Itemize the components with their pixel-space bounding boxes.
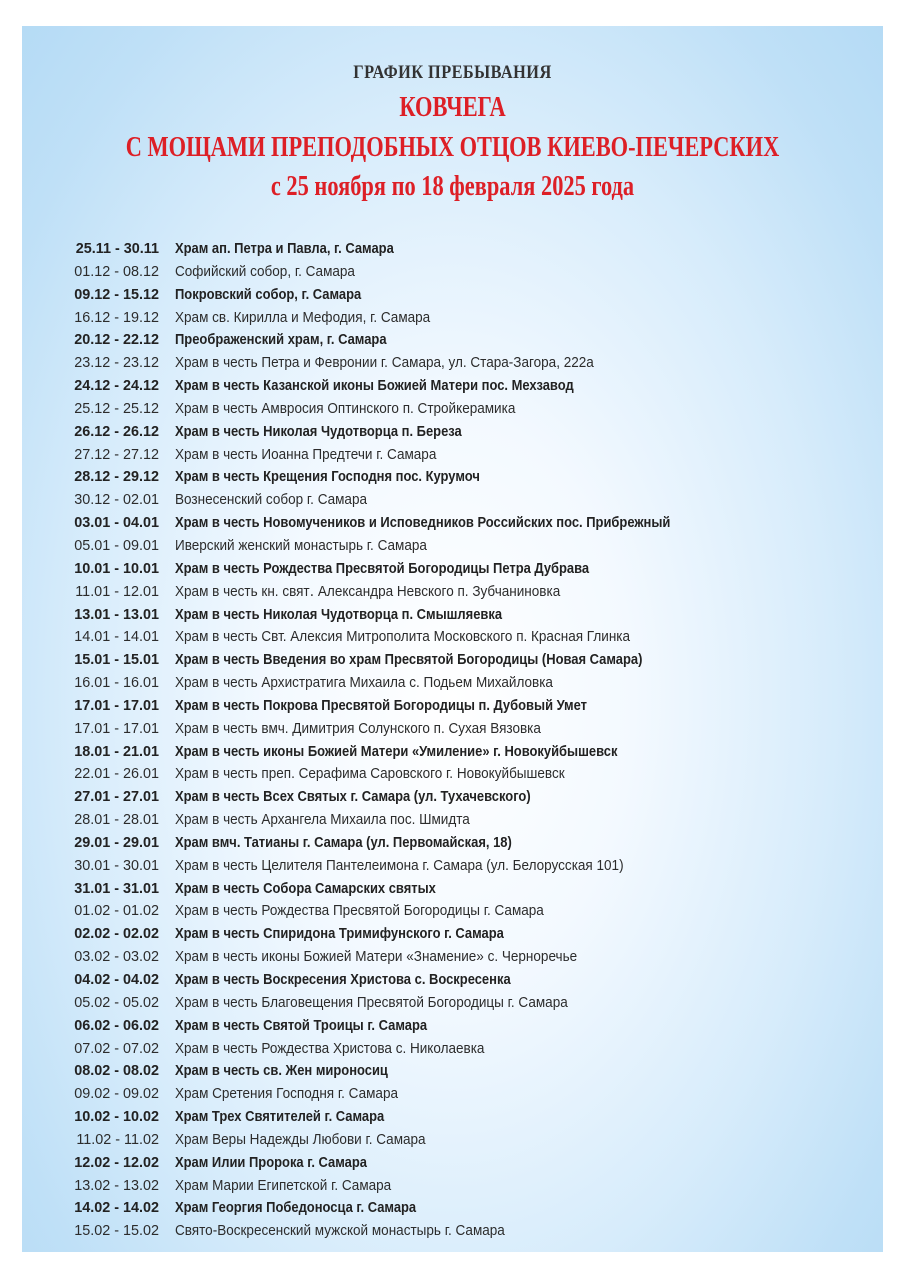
schedule-place: Храм в честь Целителя Пантелеимона г. Самара (ул. Белорусская 101) <box>175 857 624 874</box>
schedule-dates: 04.02 - 04.02 <box>74 972 159 988</box>
schedule-place: Храм Марии Египетской г. Самара <box>175 1177 392 1194</box>
schedule-row <box>22 581 883 604</box>
schedule-place: Преображенский храм, г. Самара <box>175 332 387 349</box>
schedule-row <box>22 1060 883 1083</box>
schedule-place: Храм в честь вмч. Димитрия Солунского п. Сухая Вязовка <box>175 720 541 737</box>
schedule-list <box>22 238 883 1243</box>
schedule-row <box>22 307 883 330</box>
schedule-dates: 14.02 - 14.02 <box>74 1200 159 1217</box>
schedule-dates: 28.01 - 28.01 <box>74 812 159 829</box>
schedule-place: Храм Трех Святителей г. Самара <box>175 1109 385 1126</box>
schedule-row <box>22 946 883 969</box>
schedule-place: Храм в честь Собора Самарских святых <box>175 880 436 897</box>
schedule-row <box>22 1220 883 1243</box>
schedule-row <box>22 512 883 535</box>
title-line-1: КОВЧЕГА <box>399 92 506 123</box>
schedule-dates: 17.01 - 17.01 <box>74 697 159 714</box>
schedule-place: Храм в честь Иоанна Предтечи г. Самара <box>175 446 437 463</box>
schedule-row <box>22 535 883 558</box>
schedule-row <box>22 695 883 718</box>
schedule-row <box>22 786 883 809</box>
schedule-dates: 10.02 - 10.02 <box>74 1109 159 1126</box>
schedule-place: Храм вмч. Татианы г. Самара (ул. Первомайская, 18) <box>175 834 512 851</box>
schedule-place: Храм в честь Введения во храм Пресвятой Богородицы (Новая Самара) <box>175 652 643 669</box>
schedule-place: Храм в честь Покрова Пресвятой Богородицы п. Дубовый Умет <box>175 697 588 714</box>
schedule-place: Покровский собор, г. Самара <box>175 286 362 303</box>
schedule-place: Иверский женский монастырь г. Самара <box>175 537 427 554</box>
schedule-dates: 15.02 - 15.02 <box>74 1223 159 1240</box>
schedule-place: Храм св. Кирилла и Мефодия, г. Самара <box>175 309 431 326</box>
schedule-row <box>22 375 883 398</box>
schedule-dates: 01.12 - 08.12 <box>74 263 159 280</box>
schedule-row <box>22 855 883 878</box>
poster <box>22 26 883 1252</box>
schedule-dates: 11.02 - 11.02 <box>76 1131 159 1148</box>
schedule-place: Храм в честь Петра и Февронии г. Самара, ул. Стара-Загора, 222а <box>175 355 594 372</box>
schedule-row <box>22 672 883 695</box>
schedule-row <box>22 718 883 741</box>
schedule-place: Храм в честь Николая Чудотворца п. Береза <box>175 423 462 440</box>
schedule-dates: 13.02 - 13.02 <box>74 1177 159 1194</box>
schedule-dates: 06.02 - 06.02 <box>74 1017 159 1034</box>
schedule-dates: 28.12 - 29.12 <box>74 469 159 486</box>
schedule-subtitle: ГРАФИК ПРЕБЫВАНИЯ <box>353 62 552 83</box>
schedule-place: Храм в честь Воскресения Христова с. Воскресенка <box>175 972 511 988</box>
schedule-row <box>22 238 883 261</box>
schedule-place: Свято-Воскресенский мужской монастырь г. Самара <box>175 1223 505 1240</box>
schedule-row <box>22 923 883 946</box>
schedule-dates: 22.01 - 26.01 <box>74 766 159 783</box>
schedule-dates: 16.01 - 16.01 <box>74 675 159 692</box>
schedule-dates: 01.02 - 01.02 <box>74 903 159 920</box>
schedule-dates: 05.01 - 09.01 <box>74 537 159 554</box>
title-line-2: С МОЩАМИ ПРЕПОДОБНЫХ ОТЦОВ КИЕВО-ПЕЧЕРСКИХ <box>125 132 780 163</box>
schedule-place: Храм в честь иконы Божией Матери «Знамение» с. Черноречье <box>175 949 578 966</box>
schedule-row <box>22 763 883 786</box>
schedule-dates: 02.02 - 02.02 <box>74 926 159 943</box>
schedule-dates: 12.02 - 12.02 <box>74 1154 159 1171</box>
schedule-row <box>22 878 883 901</box>
schedule-row <box>22 558 883 581</box>
schedule-dates: 17.01 - 17.01 <box>74 720 159 737</box>
schedule-row <box>22 421 883 444</box>
schedule-row <box>22 741 883 764</box>
schedule-place: Храм в честь иконы Божией Матери «Умиление» г. Новокуйбышевск <box>175 743 618 760</box>
schedule-row <box>22 809 883 832</box>
schedule-place: Храм в честь Всех Святых г. Самара (ул. Тухачевского) <box>175 789 531 806</box>
schedule-place: Храм в честь Николая Чудотворца п. Смышляевка <box>175 606 503 623</box>
schedule-dates: 08.02 - 08.02 <box>74 1063 159 1080</box>
schedule-dates: 09.12 - 15.12 <box>74 286 159 303</box>
schedule-place: Храм в честь Благовещения Пресвятой Богородицы г. Самара <box>175 994 568 1011</box>
schedule-row <box>22 1083 883 1106</box>
schedule-place: Храм в честь св. Жен мироносиц <box>175 1063 388 1080</box>
schedule-dates: 30.01 - 30.01 <box>74 857 159 874</box>
schedule-place: Храм в честь Рождества Пресвятой Богородицы г. Самара <box>175 903 544 920</box>
schedule-place: Храм Георгия Победоносца г. Самара <box>175 1200 417 1217</box>
schedule-row <box>22 489 883 512</box>
schedule-dates: 05.02 - 05.02 <box>74 994 159 1011</box>
schedule-place: Храм в честь Архангела Михаила пос. Шмидта <box>175 812 470 829</box>
schedule-row <box>22 1106 883 1129</box>
schedule-place: Софийский собор, г. Самара <box>175 263 355 280</box>
schedule-row <box>22 1197 883 1220</box>
schedule-dates: 26.12 - 26.12 <box>74 423 159 440</box>
schedule-row <box>22 969 883 992</box>
schedule-dates: 09.02 - 09.02 <box>74 1086 159 1103</box>
schedule-place: Храм в честь Рождества Пресвятой Богородицы Петра Дубрава <box>175 560 590 577</box>
schedule-dates: 07.02 - 07.02 <box>74 1040 159 1057</box>
schedule-dates: 16.12 - 19.12 <box>74 309 159 326</box>
schedule-dates: 23.12 - 23.12 <box>74 355 159 372</box>
schedule-row <box>22 900 883 923</box>
schedule-place: Храм Сретения Господня г. Самара <box>175 1086 398 1103</box>
schedule-place: Храм в честь Свт. Алексия Митрополита Московского п. Красная Глинка <box>175 629 631 646</box>
schedule-row <box>22 1175 883 1198</box>
schedule-row <box>22 1038 883 1061</box>
schedule-dates: 03.02 - 03.02 <box>74 949 159 966</box>
schedule-row <box>22 261 883 284</box>
schedule-dates: 20.12 - 22.12 <box>74 332 159 349</box>
schedule-place: Храм Веры Надежды Любови г. Самара <box>175 1131 426 1148</box>
schedule-row <box>22 444 883 467</box>
schedule-dates: 25.12 - 25.12 <box>74 400 159 417</box>
schedule-row <box>22 352 883 375</box>
schedule-row <box>22 284 883 307</box>
schedule-row <box>22 329 883 352</box>
schedule-place: Храм в честь Казанской иконы Божией Матери пос. Мехзавод <box>175 378 574 395</box>
schedule-dates: 10.01 - 10.01 <box>74 560 159 577</box>
schedule-row <box>22 1152 883 1175</box>
schedule-place: Храм в честь Амвросия Оптинского п. Стройкерамика <box>175 400 516 417</box>
schedule-row <box>22 604 883 627</box>
schedule-dates: 18.01 - 21.01 <box>74 743 159 760</box>
schedule-place: Храм в честь Святой Троицы г. Самара <box>175 1017 428 1034</box>
schedule-row <box>22 626 883 649</box>
schedule-place: Храм Илии Пророка г. Самара <box>175 1154 367 1171</box>
schedule-dates: 24.12 - 24.12 <box>74 378 159 395</box>
schedule-row <box>22 466 883 489</box>
schedule-row <box>22 1015 883 1038</box>
schedule-place: Храм ап. Петра и Павла, г. Самара <box>175 241 394 257</box>
schedule-dates: 29.01 - 29.01 <box>74 834 159 851</box>
schedule-place: Храм в честь преп. Серафима Саровского г. Новокуйбышевск <box>175 766 565 783</box>
schedule-row <box>22 832 883 855</box>
schedule-place: Храм в честь Архистратига Михаила с. Подьем Михайловка <box>175 675 553 692</box>
schedule-dates: 25.11 - 30.11 <box>75 241 159 257</box>
schedule-dates: 31.01 - 31.01 <box>74 880 159 897</box>
schedule-dates: 14.01 - 14.01 <box>74 629 159 646</box>
schedule-row <box>22 992 883 1015</box>
schedule-dates: 27.12 - 27.12 <box>74 446 159 463</box>
schedule-dates: 11.01 - 12.01 <box>75 583 159 600</box>
schedule-place: Храм в честь Рождества Христова с. Николаевка <box>175 1040 485 1057</box>
schedule-dates: 30.12 - 02.01 <box>74 492 159 509</box>
schedule-place: Храм в честь Спиридона Тримифунского г. Самара <box>175 926 504 943</box>
schedule-dates: 03.01 - 04.01 <box>74 515 159 532</box>
schedule-place: Храм в честь кн. свят․ Александра Невского п. Зубчаниновка <box>175 583 561 600</box>
schedule-dates: 13.01 - 13.01 <box>74 606 159 623</box>
schedule-dates: 27.01 - 27.01 <box>74 789 159 806</box>
schedule-place: Храм в честь Новомучеников и Исповедников Российских пос. Прибрежный <box>175 515 671 532</box>
schedule-row <box>22 398 883 421</box>
title-line-3: с 25 ноября по 18 февраля 2025 года <box>270 171 635 202</box>
schedule-place: Храм в честь Крещения Господня пос. Курумоч <box>175 469 480 486</box>
schedule-place: Вознесенский собор г. Самара <box>175 492 368 509</box>
schedule-row <box>22 649 883 672</box>
schedule-dates: 15.01 - 15.01 <box>74 652 159 669</box>
schedule-row <box>22 1129 883 1152</box>
